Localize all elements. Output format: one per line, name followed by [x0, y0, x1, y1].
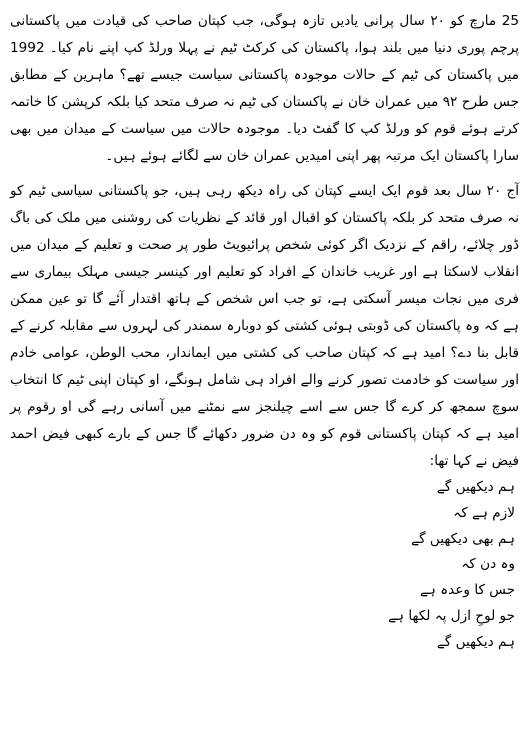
poem-line: لازم ہے کہ	[453, 504, 515, 521]
poem-line: ہم دیکھیں گے	[436, 479, 515, 495]
intro-paragraph: 25 مارچ کو ۲۰ سال پرانی یادیں تازہ ہوگی، جب کپتان صاحب کی قیادت میں پاکستانی پرچم پوری دنیا میں بلند ہوا، پاکستان کی کرکٹ ٹیم نے پہلا ورلڈ کپ اپنے نام کیا۔ 1992 میں پاکستان کی ٹیم کے حالات موجودہ پاکستانی سیاست جیسے تھے؟ ماہرین کے مطابق جس طرح ۹۲ میں عمران خان نے پاکستان کی ٹیم نہ صرف متحد کیا بلکہ کرپشن کا خاتمہ کرتے ہوئے قوم کو ورلڈ کپ کا گفٹ دیا۔ موجودہ حالات میں سیاست کے میدان میں بھی سارا پاکستان ایک مرتبہ پھر اپنی امیدیں عمران خان سے لگائے ہوئے ہیں۔	[10, 13, 519, 164]
poem-line: جس کا وعدہ ہے	[419, 582, 515, 599]
poem-line: جو لوحِ ازل پہ لکھا ہے	[388, 607, 515, 624]
poem-line: ہم دیکھیں گے	[436, 633, 515, 650]
poem-line: ہم بھی دیکھیں گے	[411, 530, 515, 547]
body-paragraph: آج ۲۰ سال بعد قوم ایک ایسے کپتان کی راہ دیکھ رہی ہیں، جو پاکستانی سیاسی ٹیم کو نہ صرف متحد کر بلکہ پاکستان کو اقبال اور قائد کے نظریات کی روشنی میں ملک کی باگ ڈور چلائے، راقم کے نزدیک اگر کوئی شخص پرائیویٹ طور پر صحت و تعلیم کے میدان میں انقلاب لاسکتا ہے اور غریب خاندان کے افراد کو تعلیم اور کینسر جیسی مہلک بیماری سے فری میں نجات میسر آسکتی ہے، تو جب اس شخص کے ہاتھ اقتدار آئے گا تو عین ممکن ہے کہ وہ پاکستان کی ڈوبتی ہوئی کشتی کو دوبارہ سمندر کی لہروں سے مقابلہ کرنے کے قابل بنا دے؟ امید ہے کہ کپتان صاحب کی کشتی میں ایماندار، محب الوطن، عوامی خادم اور سیاست کو خادمت تصور کرنے والے افراد ہی شامل ہونگے، او کپتان اپنی ٹیم کا انتخاب سوچ سمجھ کر کرے گا جس سے اسے چیلنجز سے نمٹنے میں آسانی رہے گی او رقوم پر امید ہے کہ کپتان پاکستانی قوم کو وہ دن ضرور دکھائے گا جس کے بارے کبھی فیض احمد فیض نے کہا تھا:	[10, 183, 519, 469]
poem-line: وہ دن کہ	[461, 556, 515, 573]
poem-verse	[10, 475, 519, 656]
